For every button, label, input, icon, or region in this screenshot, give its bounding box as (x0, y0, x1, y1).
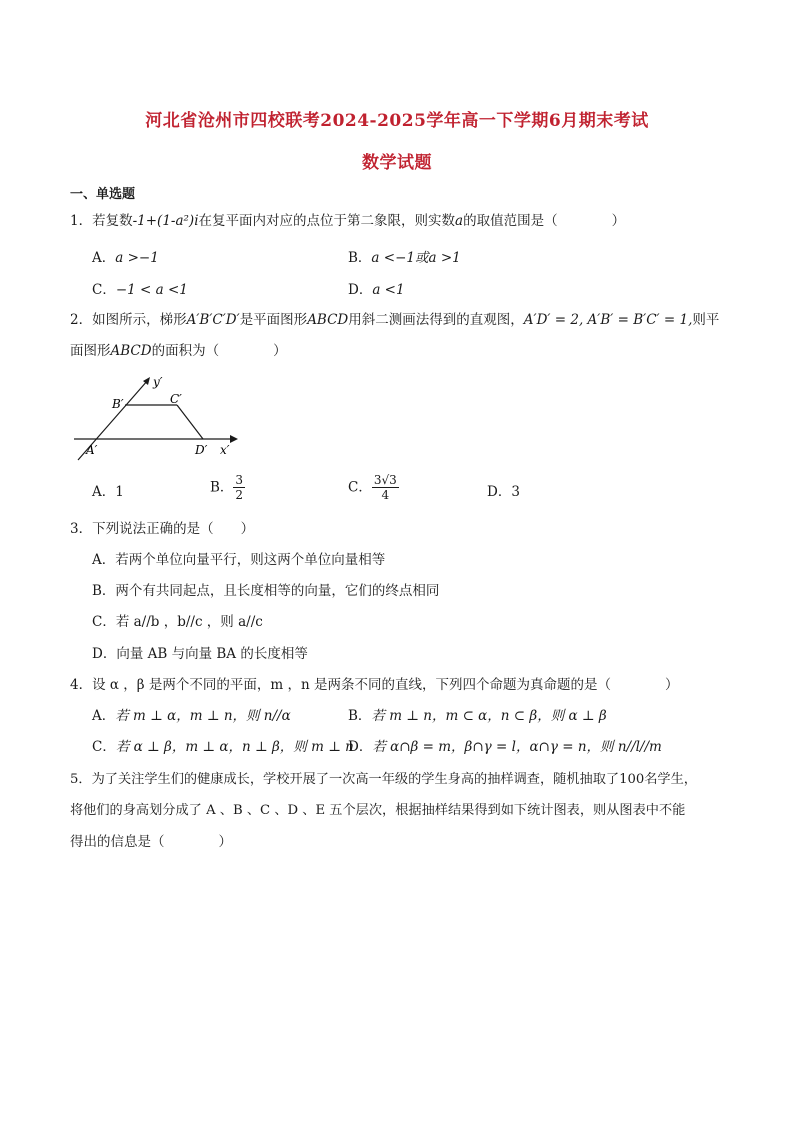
label-d: D′ (195, 443, 208, 457)
label-b: B′ (112, 397, 124, 411)
q3-option-d (92, 645, 308, 663)
question-2-line-2 (70, 342, 287, 360)
option-label: D． (348, 282, 373, 298)
question-1 (70, 212, 625, 230)
option-content: 两个有共同起点，且长度相等的向量，它们的终点相同 (115, 583, 440, 599)
option-content: 若 m ⊥ α，m ⊥ n，则 n//α (115, 708, 291, 724)
q2-option-c (348, 473, 399, 502)
fraction (233, 473, 245, 502)
option-label: B． (348, 708, 372, 724)
fraction-denominator: 4 (381, 488, 390, 502)
q2-option-a (92, 483, 124, 501)
q2-plane: ABCD (307, 312, 349, 328)
q1-expr: -1+(1-a²)i (132, 213, 199, 229)
option-content: a >−1 (115, 250, 159, 266)
q1-option-a (92, 249, 159, 267)
option-content: 若 α∩β = m，β∩γ = l，α∩γ = n，则 n//l//m (372, 739, 662, 755)
question-4: 4．设 α ，β 是两个不同的平面，m ，n 是两条不同的直线，下列四个命题为真命题的是（ ） (70, 677, 679, 693)
q2-shape: A′B′C′D′ (186, 312, 240, 328)
question-5-line-3: 得出的信息是（ ） (70, 834, 232, 850)
option-content: 若两个单位向量平行，则这两个单位向量相等 (115, 552, 386, 568)
q1-option-d (348, 281, 405, 299)
option-label: B． (92, 583, 116, 599)
q4-option-c (92, 738, 354, 756)
q1-option-c (92, 281, 188, 299)
q4-option-a (92, 707, 291, 725)
option-label: B． (210, 479, 234, 496)
q2-given: A′D′ = 2, A′B′ = B′C′ = 1, (523, 312, 693, 328)
q3-option-a (92, 551, 385, 569)
q2-text: 的面积为（ ） (151, 343, 287, 359)
question-5-line-2: 将他们的身高划分成了 A 、B 、C 、D 、E 五个层次，根据抽样结果得到如下统计图表，则从图表中不能 (70, 803, 686, 818)
option-label: A． (92, 708, 116, 724)
option-label: A． (92, 250, 116, 266)
option-content: 1 (115, 484, 124, 500)
option-label: A． (92, 484, 116, 500)
section-heading: 一、单选题 (70, 187, 136, 202)
q1-text-b: 在复平面内对应的点位于第二象限，则实数 (198, 213, 456, 229)
x-axis-arrow-icon (230, 435, 238, 443)
q2-text: 面图形 (70, 343, 111, 359)
option-content: a <1 (372, 282, 405, 298)
q2-text: 则平 (692, 312, 720, 328)
question-5-line-1: 5．为了关注学生们的健康成长，学校开展了一次高一年级的学生身高的抽样调查，随机抽取了100名学生， (70, 772, 697, 787)
q3-option-c (92, 613, 263, 631)
question-3: 3．下列说法正确的是（ ） (70, 521, 255, 537)
option-content: −1 < a <1 (115, 282, 188, 298)
q2-text: 用斜二测画法得到的直观图， (348, 312, 524, 328)
q1-text-c: 的取值范围是（ ） (463, 213, 626, 229)
option-label: C． (348, 479, 372, 496)
label-x: x′ (220, 443, 230, 457)
option-label: B． (348, 250, 372, 266)
fraction-numerator: 3√3 (373, 473, 397, 487)
option-label: D． (92, 646, 117, 662)
q2-plane: ABCD (110, 343, 152, 359)
q2-text: 是平面图形 (239, 312, 308, 328)
option-label: A． (92, 552, 116, 568)
q4-option-b (348, 707, 607, 725)
q2-text: 2．如图所示，梯形 (70, 312, 187, 328)
q4-option-d (348, 738, 662, 756)
option-content: 若 α ⊥ β，m ⊥ α，n ⊥ β，则 m ⊥ n (115, 739, 354, 755)
fraction (372, 473, 399, 502)
option-content: a <−1或a >1 (371, 250, 461, 266)
option-label: D． (487, 484, 512, 500)
fraction-denominator: 2 (235, 488, 244, 502)
page-subtitle: 数学试题 (362, 153, 432, 173)
q2-option-d (487, 483, 520, 501)
option-label: D． (348, 739, 373, 755)
label-a: A′ (86, 443, 98, 457)
question-2-line-1 (70, 311, 719, 329)
option-label: C． (92, 739, 116, 755)
option-label: C． (92, 282, 116, 298)
option-content: 3 (511, 484, 520, 500)
label-c: C′ (170, 392, 182, 406)
q2-option-b (210, 473, 245, 502)
option-label: C． (92, 614, 116, 630)
q1-text-a: 1．若复数 (70, 213, 133, 229)
side-c-d (177, 405, 203, 439)
fraction-numerator: 3 (235, 473, 244, 487)
option-content: 若 a//b ，b//c ，则 a//c (115, 614, 263, 630)
option-content: 向量 AB 与向量 BA 的长度相等 (116, 646, 308, 662)
label-y: y′ (153, 375, 163, 389)
q1-var: a (455, 213, 464, 229)
q3-option-b (92, 582, 439, 600)
q1-option-b (348, 249, 461, 267)
option-content: 若 m ⊥ n，m ⊂ α，n ⊂ β，则 α ⊥ β (371, 708, 607, 724)
page-title: 河北省沧州市四校联考2024-2025学年高一下学期6月期末考试 (145, 111, 649, 131)
trapezoid-figure (70, 372, 240, 464)
